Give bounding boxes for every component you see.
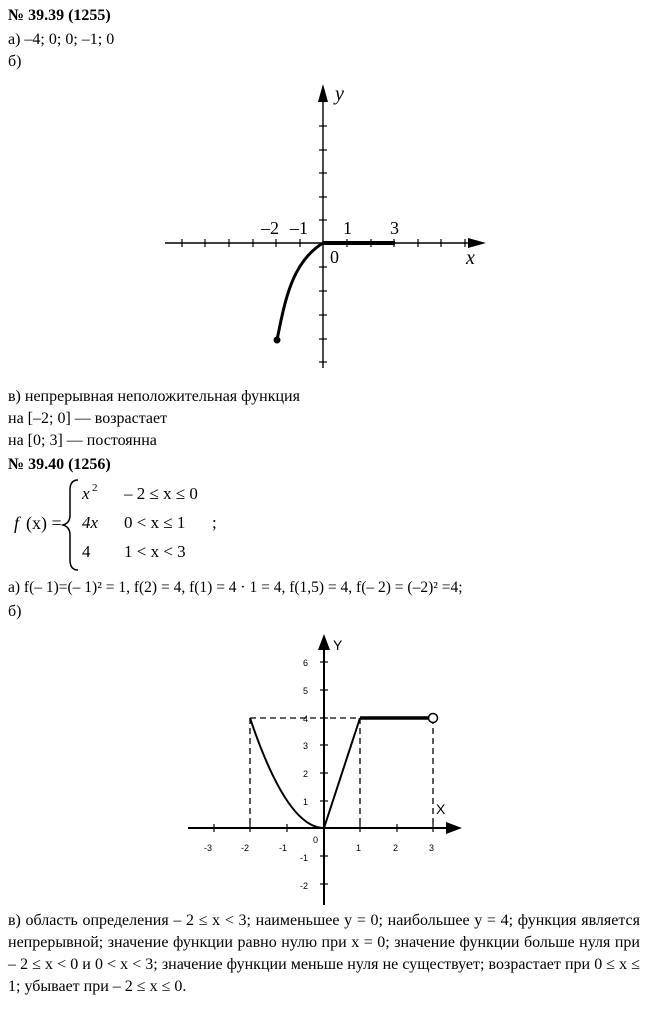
graph2-y-label: Y (333, 637, 343, 653)
graph1-y-label: y (335, 83, 344, 105)
x-tick-label: 0 (313, 835, 319, 845)
answer-v-line2: на [–2; 0] — возрастает (8, 410, 168, 427)
problem-title-39-40: № 39.40 (1256) (8, 456, 111, 473)
graph1-tick-label-minus2: –2 (261, 218, 279, 238)
y-tick-label: -2 (300, 881, 309, 891)
case2-expr: 4x (82, 513, 99, 532)
x-tick-label: 2 (393, 843, 399, 853)
linear-segment (324, 718, 360, 828)
case3-expr: 4 (82, 542, 91, 561)
y-tick-label: 6 (303, 658, 309, 668)
answer-v-line3: на [0; 3] — постоянна (8, 432, 157, 449)
graph1-tick-label-1: 1 (343, 218, 352, 238)
graph1-origin-label: 0 (330, 247, 339, 267)
y-axis-arrow-icon (318, 634, 330, 650)
x-tick-label: -3 (204, 843, 213, 853)
answer-v-39-40: в) область определения – 2 ≤ x < 3; наименьшее y = 0; наибольшее y = 4; функция является непрерывной; значение функции равно нулю при x = 0; значение функции больше нуля при – 2 ≤ x < 0 и 0 < x < 3; значение функции меньше нуля не существует; возрастает при 0 ≤ x ≤ 1; убывает при – 2 ≤ x ≤ 0. (8, 912, 640, 995)
y-tick-label: 2 (303, 769, 309, 779)
parabola-segment (250, 718, 324, 828)
y-tick-label: 5 (303, 686, 309, 696)
graph2-x-label: X (436, 801, 446, 817)
graph1-tick-label-3: 3 (390, 218, 399, 238)
problem-title-39-39: № 39.39 (1255) (8, 7, 111, 24)
answer-a-39-40: а) f(– 1)=(– 1)² = 1, f(2) = 4, f(1) = 4 · 1 = 4, f(1,5) = 4, f(– 2) = (–2)² =4; (8, 579, 463, 596)
answer-b-label-39-40: б) (8, 603, 22, 620)
case1-exponent: 2 (92, 482, 98, 494)
y-tick-label: 3 (303, 741, 309, 751)
function-argument: (x) = (26, 513, 62, 533)
graph1-tick-label-minus1: –1 (290, 218, 308, 238)
answer-b-label-39-39: б) (8, 53, 22, 70)
x-tick-label: -2 (241, 843, 250, 853)
y-tick-label: -1 (300, 853, 309, 863)
x-tick-label: -1 (279, 843, 288, 853)
case1-expr: x (82, 484, 90, 503)
graph-endpoint-open (429, 714, 438, 723)
x-tick-label: 3 (429, 843, 435, 853)
function-name: f (14, 513, 20, 533)
case3-condition: 1 < x < 3 (124, 542, 186, 561)
case2-condition: 0 < x ≤ 1 (124, 513, 186, 532)
graph1-x-label: x (466, 247, 475, 269)
answer-a-39-39: а) –4; 0; 0; –1; 0 (8, 31, 115, 48)
y-tick-label: 1 (303, 797, 309, 807)
function-semicolon: ; (212, 513, 217, 532)
answer-v-line1: в) непрерывная неположительная функция (8, 388, 300, 405)
x-tick-label: 1 (356, 843, 362, 853)
case1-condition: – 2 ≤ x ≤ 0 (124, 484, 198, 503)
x-axis-arrow-icon (446, 822, 462, 834)
y-tick-label: 4 (303, 714, 309, 724)
